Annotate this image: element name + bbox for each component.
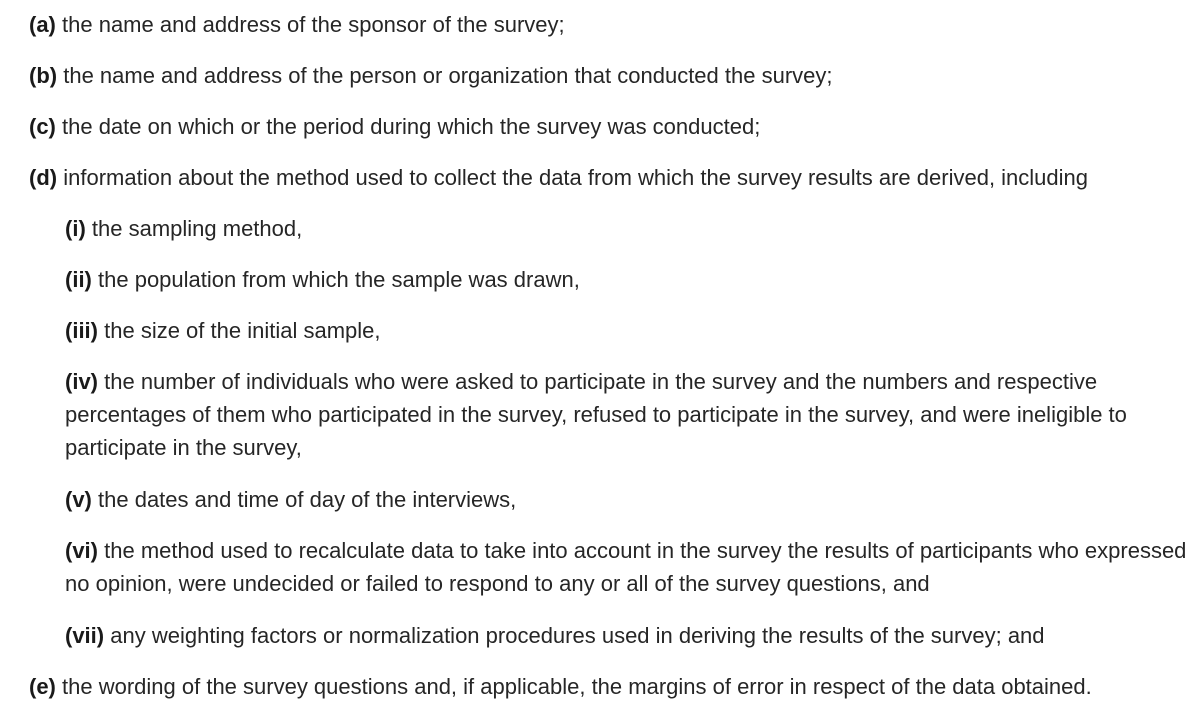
clause-d bbox=[29, 161, 1194, 194]
clause-label: (a) bbox=[29, 12, 56, 37]
clause-c bbox=[29, 110, 1194, 143]
subclause-v bbox=[65, 483, 1195, 516]
clause-b bbox=[29, 59, 1194, 92]
clause-label: (e) bbox=[29, 674, 56, 699]
clause-a bbox=[29, 8, 1194, 41]
clause-e bbox=[29, 670, 1194, 703]
subclause-label: (iii) bbox=[65, 318, 98, 343]
subclause-ii bbox=[65, 263, 1195, 296]
subclause-text: the dates and time of day of the interviews, bbox=[98, 487, 517, 512]
subclause-text: the sampling method, bbox=[91, 216, 303, 241]
subclause-label: (iv) bbox=[65, 369, 98, 394]
subclause-label: (vi) bbox=[65, 538, 98, 563]
subclause-iii bbox=[65, 314, 1195, 347]
subclause-vi bbox=[65, 534, 1195, 600]
subclause-text: the population from which the sample was drawn, bbox=[98, 267, 580, 292]
subclause-label: (vii) bbox=[65, 623, 105, 648]
clause-text: the name and address of the person or organization that conducted the survey; bbox=[63, 63, 833, 88]
clause-label: (d) bbox=[29, 165, 58, 190]
subclause-iv bbox=[65, 365, 1195, 464]
subclause-i bbox=[65, 212, 1195, 245]
clause-text: the date on which or the period during which the survey was conducted; bbox=[62, 114, 761, 139]
clause-text: the name and address of the sponsor of the survey; bbox=[62, 12, 565, 37]
subclause-label: (ii) bbox=[65, 267, 92, 292]
subclause-text: the number of individuals who were asked to participate in the survey and the numbers and respective percentages of them who participated in the survey, refused to participate in the survey, and were ineligible to participate in the survey, bbox=[65, 369, 1127, 460]
clause-text: information about the method used to collect the data from which the survey results are derived, including bbox=[63, 165, 1089, 190]
clause-label: (c) bbox=[29, 114, 56, 139]
subclause-label: (i) bbox=[65, 216, 86, 241]
clause-label: (b) bbox=[29, 63, 58, 88]
subclause-text: the method used to recalculate data to take into account in the survey the results of participants who expressed no opinion, were undecided or failed to respond to any or all of the survey questions, and bbox=[65, 538, 1187, 596]
subclause-text: any weighting factors or normalization procedures used in deriving the results of the survey; and bbox=[110, 623, 1045, 648]
subclause-label: (v) bbox=[65, 487, 92, 512]
clause-text: the wording of the survey questions and, if applicable, the margins of error in respect of the data obtained. bbox=[62, 674, 1092, 699]
subclause-text: the size of the initial sample, bbox=[104, 318, 381, 343]
subclause-vii bbox=[65, 619, 1195, 652]
